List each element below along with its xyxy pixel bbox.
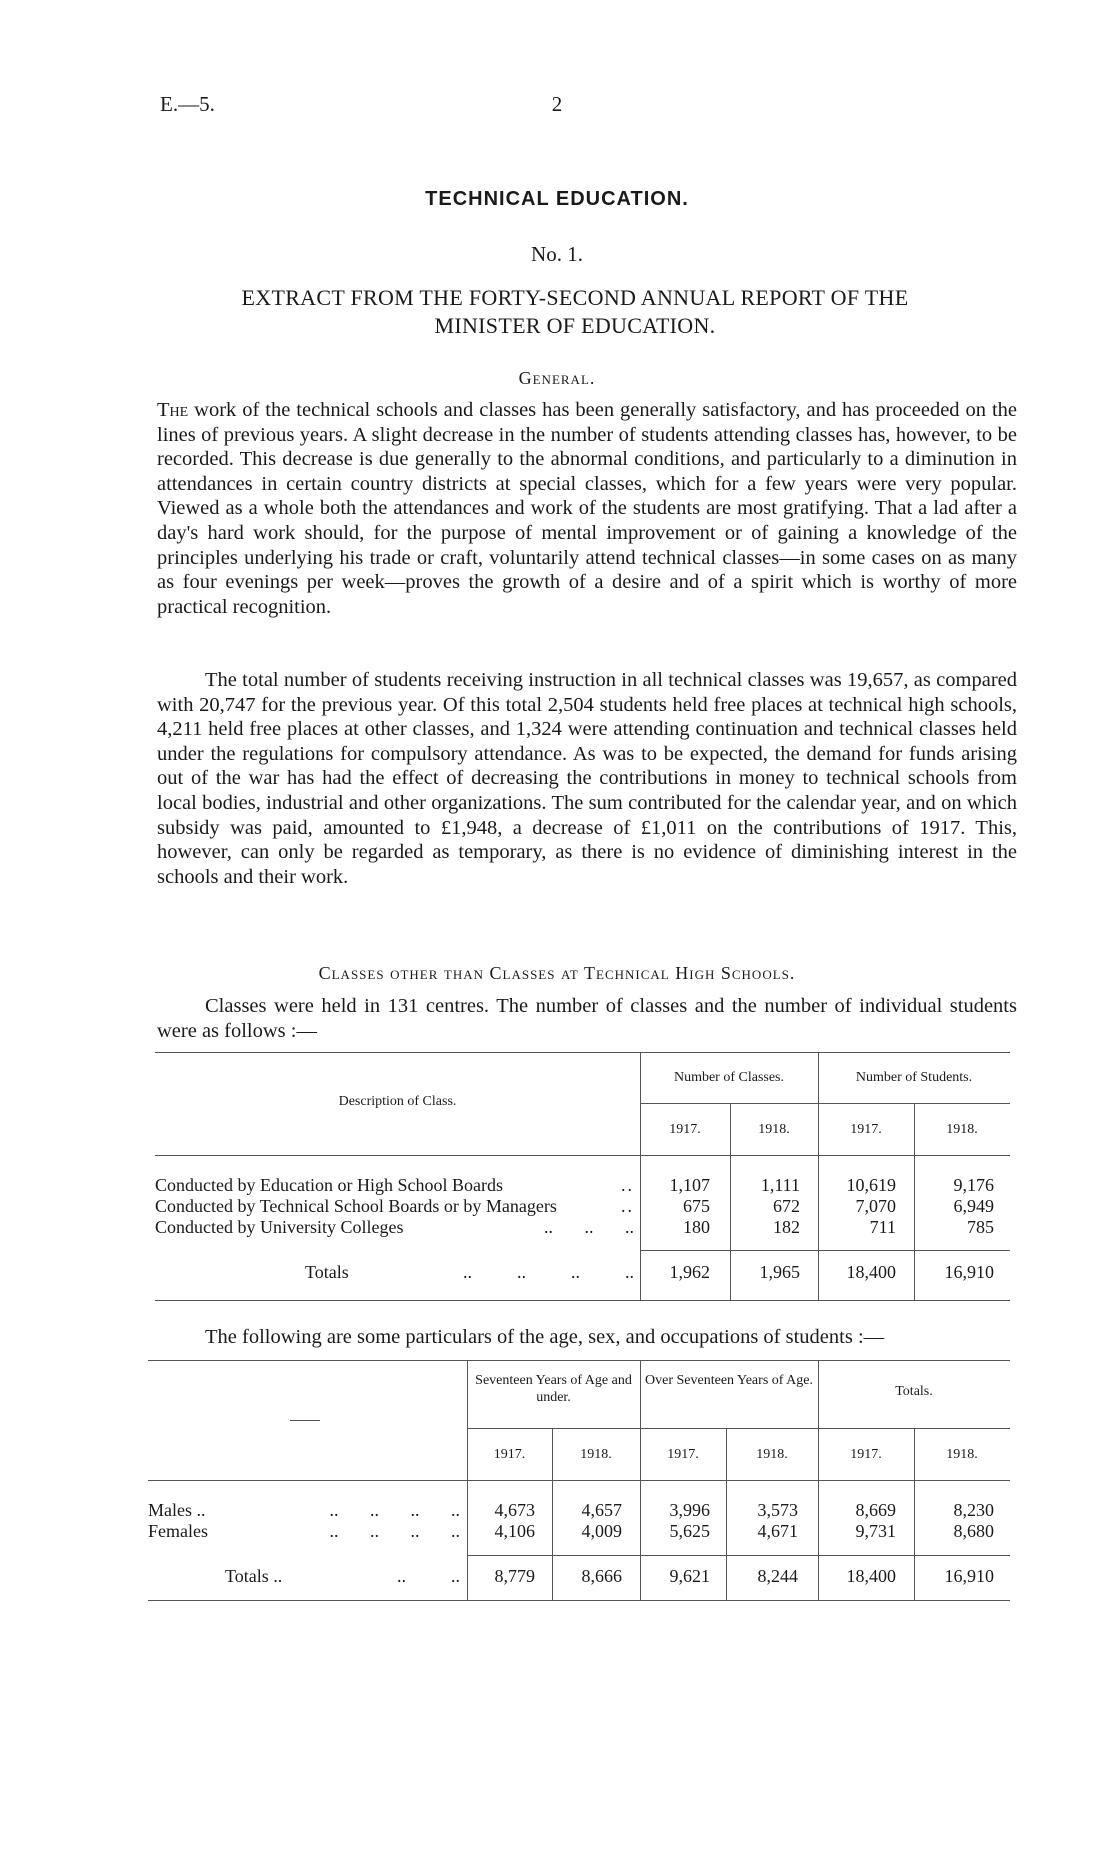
leader-dots: .. .. .. [544,1217,634,1237]
table-cell: 672 [773,1196,800,1216]
extract-heading-line-1: EXTRACT FROM THE FORTY-SECOND ANNUAL REPORT OF THE [241,285,909,310]
leader-dots: .. [621,1175,634,1195]
table-total-cell: 16,910 [944,1262,994,1282]
table-rule [148,1360,1010,1361]
table-row-label: Conducted by Education or High School Boards [155,1175,503,1195]
table-header-year: 1917. [850,1122,882,1137]
table-cell: 9,731 [855,1521,896,1541]
table-total-cell: 1,965 [759,1262,800,1282]
leader-dots: .. .. .. .. [329,1500,460,1520]
table-total-cell: 1,962 [669,1262,710,1282]
table-header-year: 1918. [756,1447,788,1462]
document-number: No. 1. [531,242,583,266]
table-header-year: 1918. [758,1122,790,1137]
table-cell: 182 [773,1217,800,1237]
table-row-label: Females [148,1521,208,1541]
paragraph-lead-word: The [157,399,189,421]
table-cell: 7,070 [855,1196,896,1216]
table-cell: 4,671 [757,1521,798,1541]
paragraph-2-text: The total number of students receiving instruction in all technical classes was 19,657, as compared with 20,747 for the previous year. Of this total 2,504 students held free places at technical high schools, 4,211 held free places at other classes, and 1,324 were attending continuation and technical classes held under the regulations for compulsory attendance. As was to be expected, the demand for funds arising out of the war has had the effect of decreasing the contributions in money to technical schools from local bodies, industrial and other organizations. The sum contributed for the calendar year, and on which subsidy was paid, amounted to £1,948, a decrease of £1,011 on the contributions of 1917. This, however, can only be regarded as temporary, as there is no evidence of diminishing interest in the schools and their work. [157,669,1017,888]
page-title: TECHNICAL EDUCATION. [425,188,689,210]
table-header-year: 1917. [850,1447,882,1462]
table-header-age-under: Seventeen Years of Age and under. [475,1373,632,1405]
table-total-cell: 8,244 [757,1566,798,1586]
paragraph-1-text: work of the technical schools and classes has been generally satisfactory, and has proceeded on the lines of previous years. A slight decrease in the number of students attending classes has, however, to be recorded. This decrease is due generally to the abnormal conditions, and particularly to a diminution in attendances in certain country districts at special classes, which for a few years were very popular. Viewed as a whole both the attendances and work of the students are most gratifying. That a lad after a day's hard work should, for the purpose of mental improvement or of gaining a knowledge of the principles underlying his trade or craft, voluntarily attend technical classes—in some cases on as many as four evenings per week—proves the growth of a desire and of a spirit which is worthy of more practical recognition. [157,399,1018,618]
table-row-label: Conducted by University Colleges [155,1217,404,1237]
table-total-cell: 8,779 [494,1566,535,1586]
table-total-cell: 8,666 [581,1566,622,1586]
table-header-year: 1917. [667,1447,699,1462]
table-cell: 1,107 [669,1175,710,1195]
leader-dots: .. .. .. .. [463,1262,634,1282]
table-cell: 4,673 [494,1500,535,1520]
table-cell: 9,176 [953,1175,994,1195]
table-cell: 180 [683,1217,710,1237]
document-reference: E.—5. [160,92,215,116]
table-header-year: 1918. [946,1447,978,1462]
section-heading: Classes other than Classes at Technical High Schools. [318,963,796,983]
table-cell: 5,625 [669,1521,710,1541]
table-total-cell: 16,910 [944,1566,994,1586]
table-header-classes: Number of Classes. [673,1070,785,1085]
leader-dots: .. .. [397,1566,460,1586]
table-header-totals: Totals. [895,1384,933,1399]
table-cell: 8,680 [953,1521,994,1541]
table-total-cell: 18,400 [846,1566,896,1586]
leader-dots: .. .. .. .. [329,1521,460,1541]
table-column-divider [640,1360,641,1600]
table-row-label: Conducted by Technical School Boards or by Managers [155,1196,557,1216]
table-cell: 3,573 [757,1500,798,1520]
table-rule [290,1420,320,1421]
table-totals-label: Totals [305,1262,349,1282]
paragraph-4-text: The following are some particulars of the age, sex, and occupations of students :— [205,1326,885,1348]
table-cell: 1,111 [760,1175,800,1195]
table-header-age-over: Over Seventeen Years of Age. [645,1373,813,1388]
page-number: 2 [551,92,563,116]
table-cell: 10,619 [846,1175,896,1195]
table-header-year: 1918. [946,1122,978,1137]
table-cell: 3,996 [669,1500,710,1520]
table-cell: 6,949 [953,1196,994,1216]
table-total-cell: 18,400 [846,1262,896,1282]
table-header-description: Description of Class. [338,1094,457,1109]
table-cell: 675 [683,1196,710,1216]
table-cell: 8,230 [953,1500,994,1520]
table-rule [467,1555,1010,1556]
table-cell: 4,657 [581,1500,622,1520]
table-header-year: 1917. [669,1122,701,1137]
table-totals-label: Totals .. [225,1566,283,1586]
table-header-year: 1917. [493,1447,526,1462]
table-rule [148,1480,1010,1481]
table-cell: 785 [967,1217,994,1237]
table-cell: 711 [869,1217,896,1237]
table-cell: 4,106 [494,1521,535,1541]
general-heading: General. [518,368,596,388]
table-header-students: Number of Students. [855,1070,973,1085]
extract-heading-line-2: MINISTER OF EDUCATION. [434,313,716,338]
leader-dots: .. [621,1196,634,1216]
table-row-label: Males .. [148,1500,206,1520]
table-header-year: 1918. [580,1447,612,1462]
table-rule [148,1600,1010,1601]
table-cell: 8,669 [855,1500,896,1520]
paragraph-3-text: Classes were held in 131 centres. The number of classes and the number of individual students were as follows :— [157,995,1017,1042]
table-cell: 4,009 [581,1521,622,1541]
table-total-cell: 9,621 [669,1566,710,1586]
table-rule [467,1428,1010,1429]
